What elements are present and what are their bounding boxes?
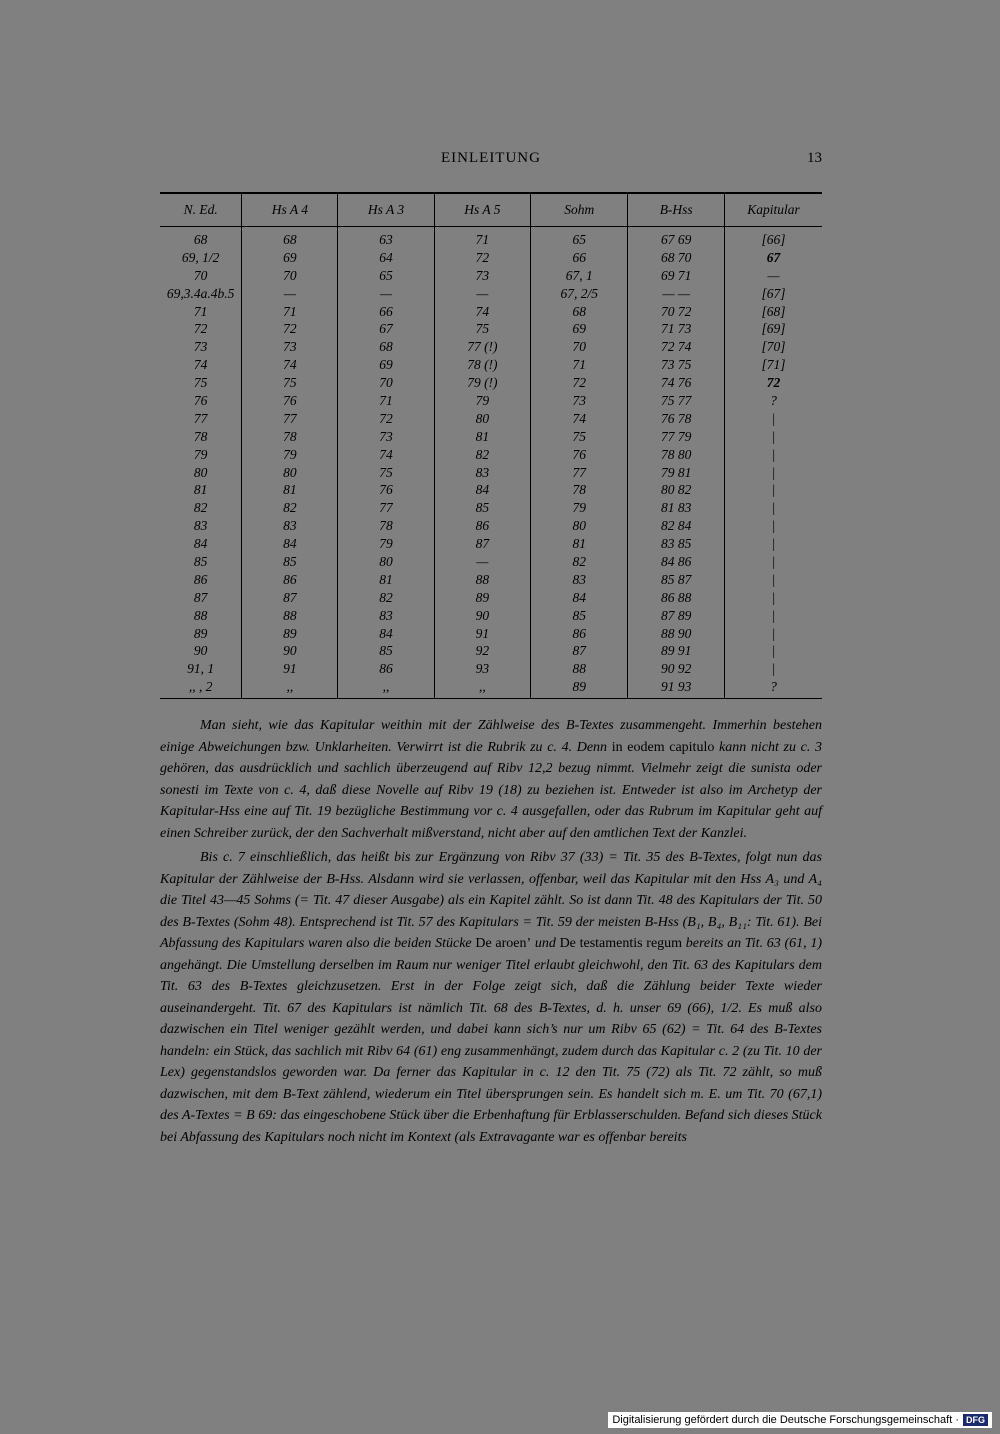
table-cell: —: [434, 285, 531, 303]
table-cell: [67]: [725, 285, 822, 303]
text-run: kann nicht zu c. 3 gehören, das ausdrücklich und sachlich überzeugend auf Ribv 12,2 bezug nimmt. Vielmehr zeigt die sunista oder sonesti im Texte von c. 4, daß diese Novelle auf Ribv 19 (18) zu beziehen ist. Entweder ist also im Archetyp der Kapitular-Hss eine auf Tit. 19 bezügliche Bestimmung vor c. 4 ausgefallen, oder das Rubrum im Kapitular geht auf einen Schreiber zurück, der den Sachverhalt mißverstand, nicht aber auf den amtlichen Text der Kanzlei.: [160, 739, 822, 841]
table-row: [160, 499, 822, 517]
table-cell: 81: [242, 481, 338, 499]
table-row: [160, 481, 822, 499]
table-cell: 87 89: [628, 607, 725, 625]
body-text: [160, 715, 822, 1148]
concordance-table: [160, 192, 822, 699]
table-cell: ,,: [242, 678, 338, 698]
table-cell: ?: [725, 392, 822, 410]
table-cell: 85 87: [628, 571, 725, 589]
table-cell: — —: [628, 285, 725, 303]
table-cell: 87: [242, 589, 338, 607]
table-cell: 77: [193, 410, 208, 426]
table-cell: 89: [531, 678, 628, 698]
table-cell: 67: [338, 320, 434, 338]
table-cell: 85: [434, 499, 531, 517]
column-header: N. Ed.: [160, 193, 242, 227]
table-cell: 75 77: [628, 392, 725, 410]
column-header: Sohm: [531, 193, 628, 227]
table-cell: 89 91: [628, 642, 725, 660]
table-row: [160, 410, 822, 428]
table-cell: —: [725, 267, 822, 285]
page: [160, 150, 822, 1148]
table-row: [160, 464, 822, 482]
table-cell: 76 78: [628, 410, 725, 428]
table-cell: 74: [242, 356, 338, 374]
column-header: Hs A 5: [434, 193, 531, 227]
table-cell: 79: [242, 446, 338, 464]
table-cell: 68: [193, 231, 208, 247]
table-cell: 85: [338, 642, 434, 660]
table-row: [160, 338, 822, 356]
table-cell: 82: [434, 446, 531, 464]
table-cell: 82: [531, 553, 628, 571]
table-cell: 68: [531, 303, 628, 321]
table-cell: 77 (!): [434, 338, 531, 356]
table-cell: 91: [434, 625, 531, 643]
table-row: [160, 642, 822, 660]
table-cell: 73: [338, 428, 434, 446]
table-cell: 84 86: [628, 553, 725, 571]
table-row: [160, 428, 822, 446]
table-cell: 69,3.4a.4b.5: [166, 285, 235, 301]
table-cell: 78: [193, 428, 208, 444]
table-header-row: [160, 193, 822, 227]
table-cell: 83 85: [628, 535, 725, 553]
table-cell: 73 75: [628, 356, 725, 374]
table-cell: |: [725, 589, 822, 607]
table-cell: 86: [193, 571, 208, 587]
table-cell: |: [725, 607, 822, 625]
table-cell: 68: [242, 227, 338, 249]
column-header: Kapitular: [725, 193, 822, 227]
table-cell: 78 80: [628, 446, 725, 464]
table-row: [160, 356, 822, 374]
table-cell: ,, , 2: [188, 679, 213, 695]
table-cell: 88: [531, 660, 628, 678]
table-cell: 68 70: [628, 249, 725, 267]
table-cell: 79 (!): [434, 374, 531, 392]
table-cell: 74: [531, 410, 628, 428]
table-cell: 70 72: [628, 303, 725, 321]
table-cell: 67: [725, 249, 822, 267]
table-row: [160, 589, 822, 607]
table-cell: 69 71: [628, 267, 725, 285]
table-cell: [69]: [725, 320, 822, 338]
table-cell: 78: [338, 517, 434, 535]
table-cell: 69, 1/2: [181, 249, 220, 265]
table-cell: 66: [338, 303, 434, 321]
table-cell: 90: [242, 642, 338, 660]
table-cell: 68: [338, 338, 434, 356]
table-cell: |: [725, 642, 822, 660]
table-cell: 72: [193, 321, 208, 337]
table-row: [160, 227, 822, 249]
table-cell: 91: [242, 660, 338, 678]
table-cell: 84: [193, 536, 208, 552]
footer-credit: [608, 1412, 992, 1428]
table-cell: 69: [338, 356, 434, 374]
table-cell: 71: [434, 227, 531, 249]
table-row: [160, 571, 822, 589]
table-cell: 76: [193, 392, 208, 408]
text-run: bereits an Tit. 63 (61, 1) angehängt. Die Umstellung derselben im Raum nur weniger Titel erlaubt gleichwohl, den Tit. 63 des Kapitulars dem Tit. 63 des B-Textes gleichzusetzen. Erst in der Folge zeigt sich, daß die Zählung beider Texte wieder auseinandergeht. Tit. 67 des Kapitulars ist nämlich Tit. 68 des B-Textes, d. h. unser 69 (66), 1/2. Es muß also dazwischen ein Titel weniger gezählt werden, und dabei kann sich’s nur um Ribv 65 (62) = Tit. 64 des B-Textes handeln: ein Stück, das sachlich mit Ribv 64 (61) eng zusammenhängt, zudem durch das Kapitular c. 2 (zu Tit. 10 der Lex) gegenstandslos geworden war. Da ferner das Kapitular in c. 12 den Tit. 75 (72) als Tit. 72 zählt, so muß dazwischen, mit dem B-Text zählend, wiederum ein Titel übersprungen sein. Es handelt sich m. E. um Tit. 70 (67,1) des A-Textes = B 69: das eingeschobene Stück über die Erbenhaftung für Erblasserschulden. Befand sich dieses Stück bei Abfassung des Kapitulars noch nicht im Kontext (als Extravagante war es offenbar bereits: [160, 936, 823, 1145]
table-cell: 73: [434, 267, 531, 285]
table-cell: |: [725, 553, 822, 571]
running-head: [160, 150, 822, 174]
table-cell: 83: [531, 571, 628, 589]
table-cell: 88: [193, 607, 208, 623]
table-cell: 83: [434, 464, 531, 482]
table-cell: 78 (!): [434, 356, 531, 374]
table-cell: 79: [193, 446, 208, 462]
page-number: 13: [807, 150, 822, 166]
table-cell: 75: [193, 375, 208, 391]
table-cell: 90: [434, 607, 531, 625]
table-cell: ,,: [434, 678, 531, 698]
table-cell: 80: [242, 464, 338, 482]
table-cell: 72: [725, 374, 822, 392]
table-cell: 89: [242, 625, 338, 643]
column-header: Hs A 4: [242, 193, 338, 227]
column-header: Hs A 3: [338, 193, 434, 227]
table-cell: 70: [338, 374, 434, 392]
table-cell: 74: [338, 446, 434, 464]
table-cell: 87: [531, 642, 628, 660]
table-cell: 79: [434, 392, 531, 410]
table-cell: |: [725, 464, 822, 482]
table-cell: 70: [193, 267, 208, 283]
table-cell: |: [725, 517, 822, 535]
table-cell: |: [725, 428, 822, 446]
table-cell: 80: [531, 517, 628, 535]
table-cell: ?: [725, 678, 822, 698]
table-cell: 75: [338, 464, 434, 482]
table-cell: 81: [338, 571, 434, 589]
table-cell: 78: [531, 481, 628, 499]
table-cell: 75: [434, 320, 531, 338]
table-cell: 77: [242, 410, 338, 428]
table-cell: 70: [242, 267, 338, 285]
table-cell: 90 92: [628, 660, 725, 678]
table-cell: 85: [193, 553, 208, 569]
table-row: [160, 660, 822, 678]
table-cell: 71: [531, 356, 628, 374]
table-cell: 93: [434, 660, 531, 678]
table-row: [160, 249, 822, 267]
table-cell: ,,: [338, 678, 434, 698]
dfg-logo: DFG: [963, 1414, 988, 1426]
table-cell: 87: [434, 535, 531, 553]
table-cell: 84: [242, 535, 338, 553]
table-cell: 88: [242, 607, 338, 625]
table-cell: 67, 1: [531, 267, 628, 285]
table-cell: 65: [531, 227, 628, 249]
table-cell: —: [242, 285, 338, 303]
table-cell: 86: [531, 625, 628, 643]
table-cell: 65: [338, 267, 434, 285]
table-cell: 89: [193, 625, 208, 641]
table-cell: 81: [193, 482, 208, 498]
table-cell: 72: [434, 249, 531, 267]
table-cell: 80: [434, 410, 531, 428]
table-cell: 72: [531, 374, 628, 392]
table-cell: 86: [434, 517, 531, 535]
table-row: [160, 553, 822, 571]
paragraph: [160, 847, 822, 1148]
table-cell: 85: [531, 607, 628, 625]
column-header: B-Hss: [628, 193, 725, 227]
table-cell: |: [725, 446, 822, 464]
table-cell: 89: [434, 589, 531, 607]
text-run: Bis c. 7 einschließlich, das heißt bis zur Ergänzung von Ribv 37 (33) = Tit. 35 des B-Textes, folgt nun das Kapitular der Zählweise der B-Hss. Alsdann wird sie verlassen, offenbar, weil das Kapitular mit den Hss A₃ und A₄ die Titel 43—45 Sohms (= Tit. 47 dieser Ausgabe) als ein Kapitel zählt. So ist dann Tit. 48 des Kapitulars der Tit. 50 des B-Textes (Sohm 48). Entsprechend ist Tit. 57 des Kapitulars = Tit. 59 der meisten B-Hss (B₁, B₄, B₁₁: Tit. 61). Bei Abfassung des Kapitulars waren also die beiden Stücke: [160, 850, 822, 952]
table-cell: 83: [338, 607, 434, 625]
table-cell: |: [725, 571, 822, 589]
table-cell: 79: [338, 535, 434, 553]
table-cell: 78: [242, 428, 338, 446]
footer-text: Digitalisierung gefördert durch die Deutsche Forschungsgemeinschaft ·: [612, 1414, 959, 1426]
table-cell: 73: [242, 338, 338, 356]
table-row: [160, 625, 822, 643]
table-cell: 90: [193, 643, 208, 659]
table-cell: 75: [531, 428, 628, 446]
table-row: [160, 285, 822, 303]
table-cell: [66]: [725, 227, 822, 249]
table-cell: 80: [193, 464, 208, 480]
table-cell: 84: [531, 589, 628, 607]
table-cell: 84: [338, 625, 434, 643]
table-cell: 71: [242, 303, 338, 321]
table-cell: 63: [338, 227, 434, 249]
table-row: [160, 535, 822, 553]
table-cell: 84: [434, 481, 531, 499]
table-cell: 80: [338, 553, 434, 571]
table-cell: 69: [531, 320, 628, 338]
table-cell: [71]: [725, 356, 822, 374]
running-head-title: EINLEITUNG: [441, 150, 541, 166]
table-cell: |: [725, 499, 822, 517]
text-run: und: [531, 936, 560, 952]
table-row: [160, 678, 822, 698]
table-cell: 72: [338, 410, 434, 428]
table-cell: 81 83: [628, 499, 725, 517]
table-cell: 77 79: [628, 428, 725, 446]
table-cell: 82: [193, 500, 208, 516]
table-cell: 79: [531, 499, 628, 517]
table-cell: |: [725, 410, 822, 428]
table-cell: 71 73: [628, 320, 725, 338]
table-cell: |: [725, 481, 822, 499]
table-cell: |: [725, 625, 822, 643]
table-cell: 83: [242, 517, 338, 535]
table-cell: 74 76: [628, 374, 725, 392]
table-cell: 82 84: [628, 517, 725, 535]
table-cell: 76: [242, 392, 338, 410]
table-cell: 88: [434, 571, 531, 589]
table-cell: 67 69: [628, 227, 725, 249]
table-row: [160, 303, 822, 321]
table-cell: 87: [193, 589, 208, 605]
table-cell: 82: [242, 499, 338, 517]
table-cell: [70]: [725, 338, 822, 356]
table-cell: 85: [242, 553, 338, 571]
table-cell: |: [725, 535, 822, 553]
table-row: [160, 374, 822, 392]
upright-phrase: De aroen’: [475, 936, 532, 952]
table-cell: 80 82: [628, 481, 725, 499]
table-cell: 69: [242, 249, 338, 267]
table-cell: 66: [531, 249, 628, 267]
table-cell: —: [338, 285, 434, 303]
table-cell: 86 88: [628, 589, 725, 607]
table-cell: 71: [193, 303, 208, 319]
table-cell: 77: [338, 499, 434, 517]
table-body: [160, 227, 822, 699]
table-cell: 70: [531, 338, 628, 356]
table-cell: 74: [434, 303, 531, 321]
table-cell: 76: [338, 481, 434, 499]
table-cell: 74: [193, 357, 208, 373]
table-cell: 73: [193, 339, 208, 355]
table-row: [160, 267, 822, 285]
table-cell: —: [434, 553, 531, 571]
table-cell: 76: [531, 446, 628, 464]
table-cell: 75: [242, 374, 338, 392]
table-cell: 67, 2/5: [531, 285, 628, 303]
table-cell: 77: [531, 464, 628, 482]
paragraph: [160, 715, 822, 844]
table-cell: 81: [434, 428, 531, 446]
table-cell: [68]: [725, 303, 822, 321]
table-row: [160, 607, 822, 625]
table-cell: 88 90: [628, 625, 725, 643]
table-cell: |: [725, 660, 822, 678]
table-row: [160, 517, 822, 535]
table-cell: 91 93: [628, 678, 725, 698]
table-cell: 73: [531, 392, 628, 410]
table-cell: 71: [338, 392, 434, 410]
table-cell: 72 74: [628, 338, 725, 356]
table-cell: 86: [242, 571, 338, 589]
table-cell: 82: [338, 589, 434, 607]
table-cell: 86: [338, 660, 434, 678]
upright-phrase: in eodem capitulo: [611, 739, 715, 755]
table-cell: 79 81: [628, 464, 725, 482]
table-cell: 83: [193, 518, 208, 534]
table-cell: 91, 1: [187, 661, 215, 677]
table-row: [160, 446, 822, 464]
table-row: [160, 392, 822, 410]
text-run: Man sieht, wie das Kapitular weithin mit der Zählweise des B-Textes zusammengeht. Immerhin bestehen einige Abweichungen bzw. Unklarheiten. Verwirrt ist die Rubrik zu c. 4. Denn: [160, 718, 822, 755]
upright-phrase: De testamentis regum: [559, 936, 683, 952]
table-cell: 72: [242, 320, 338, 338]
table-cell: 81: [531, 535, 628, 553]
table-cell: 64: [338, 249, 434, 267]
table-row: [160, 320, 822, 338]
table-cell: 92: [434, 642, 531, 660]
